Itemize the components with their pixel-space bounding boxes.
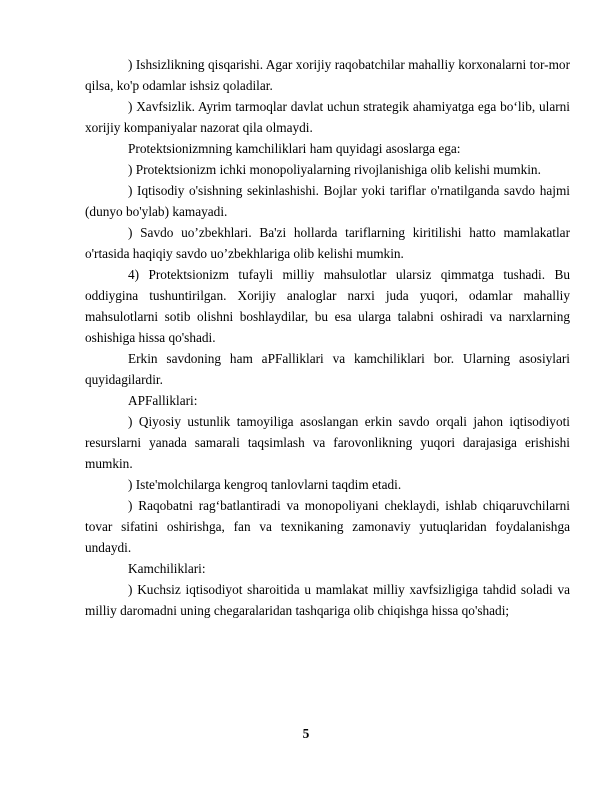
page-number: 5 [302, 726, 310, 741]
paragraph-weak-economy-threat: ) Kuchsiz iqtisodiyot sharoitida u mamlakat milliy xavfsizligiga tahdid soladi va milliy daromadni uning chegaralaridan tashqariga olib chiqishga hissa qo'shadi; [85, 582, 570, 618]
paragraph-consumer-choice: ) Iste'molchilarga kengroq tanlovlarni taqdim etadi. [128, 477, 402, 492]
paragraph-security: ) Xavfsizlik. Ayrim tarmoqlar davlat uchun strategik ahamiyatga ega bo‘lib, ularni xorijiy kompaniyalar nazorat qila olmaydi. [85, 99, 570, 135]
paragraph-comparative-advantage: ) Qiyosiy ustunlik tamoyiliga asoslangan erkin savdo orqali jahon iqtisodiyoti resurslarni yanada samarali taqsimlash va farovonlikning yuqori darajasiga erishishi mumkin. [85, 414, 570, 471]
paragraph-unemployment-reduction: ) Ishsizlikning qisqarishi. Agar xorijiy raqobatchilar mahalliy korxonalarni tor-mor qilsa, ko'p odamlar ishsiz qoladilar. [85, 57, 570, 93]
paragraph-economic-slowdown: ) Iqtisodiy o'sishning sekinlashishi. Bojlar yoki tariflar o'rnatilganda savdo hajmi (dunyo bo'ylab) kamayadi. [85, 183, 570, 219]
paragraph-trade-wars: ) Savdo uo’zbekhlari. Ba'zi hollarda tariflarning kiritilishi hatto mamlakatlar o'rtasida haqiqiy savdo uo’zbekhlariga olib kelishi mumkin. [85, 225, 570, 261]
paragraph-protectionism-drawbacks-intro: Protektsionizmning kamchiliklari ham quyidagi asoslarga ega: [128, 141, 461, 156]
document-body [85, 54, 570, 621]
paragraph-national-products-expensive: 4) Protektsionizm tufayli milliy mahsulotlar ularsiz qimmatga tushadi. Bu oddiygina tushuntirilgan. Xorijiy analoglar narxi juda yuqori, odamlar mahalliy mahsulotlarni sotib olishni boshlaydilar, bu esa ularga talabni oshiradi va narxlarning oshishiga hissa qo'shadi. [85, 267, 570, 345]
paragraph-monopolies: ) Protektsionizm ichki monopoliyalarning rivojlanishiga olib kelishi mumkin. [128, 162, 541, 177]
paragraph-disadvantages-heading: Kamchiliklari: [128, 561, 206, 576]
paragraph-competition: ) Raqobatni rag‘batlantiradi va monopoliyani cheklaydi, ishlab chiqaruvchilarni tovar sifatini oshirishga, fan va texnikaning zamonaviy yutuqlaridan foydalanishga undaydi. [85, 498, 570, 555]
paragraph-free-trade-intro: Erkin savdoning ham aPFalliklari va kamchiliklari bor. Ularning asosiylari quyidagilardir. [85, 351, 570, 387]
paragraph-advantages-heading: APFalliklari: [128, 393, 198, 408]
